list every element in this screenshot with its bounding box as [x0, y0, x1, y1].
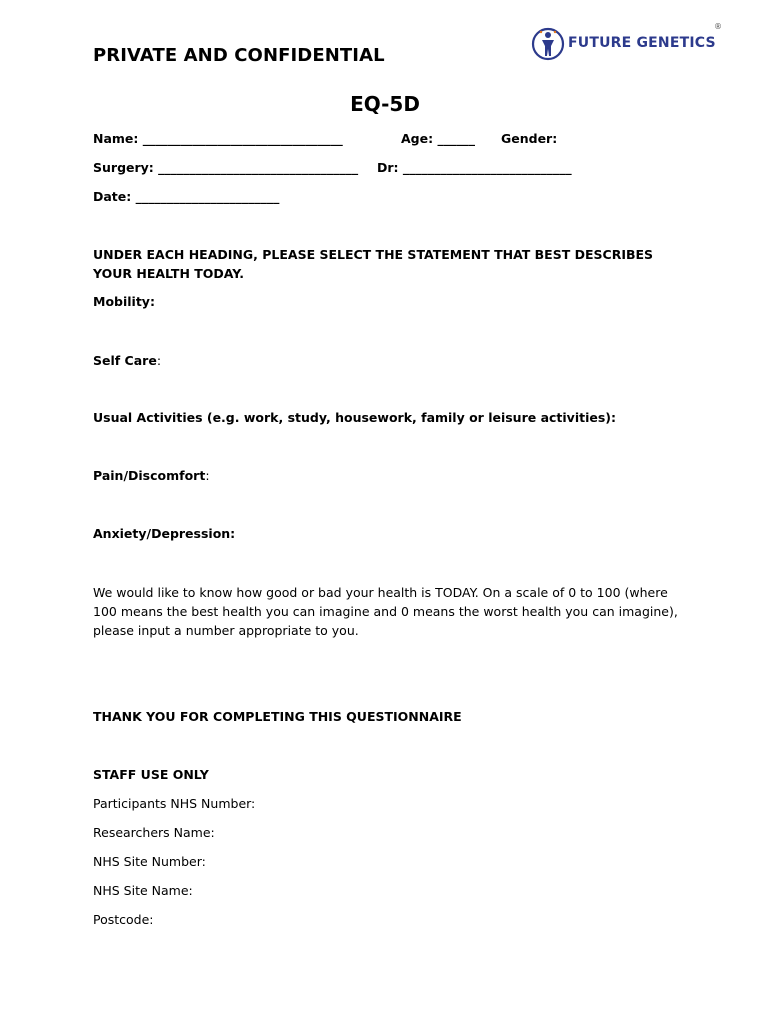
age-field[interactable]: Age: ______: [401, 131, 475, 146]
nhs-site-number-field[interactable]: NHS Site Number:: [93, 854, 206, 869]
health-scale-text: We would like to know how good or bad your health is TODAY. On a scale of 0 to 100 (where 100 means the best health you can imagine and 0 means the worst health you can imagine), please input a number appropriate to you.: [93, 585, 678, 638]
staff-use-heading: STAFF USE ONLY: [93, 767, 209, 782]
nhs-site-name-field[interactable]: NHS Site Name:: [93, 883, 193, 898]
postcode-field[interactable]: Postcode:: [93, 912, 154, 927]
form-title: EQ-5D: [350, 92, 420, 116]
anxiety-depression-heading: Anxiety/Depression:: [93, 526, 236, 541]
usual-activities-heading: Usual Activities (e.g. work, study, housework, family or leisure activities):: [93, 410, 617, 425]
instructions: UNDER EACH HEADING, PLEASE SELECT THE STATEMENT THAT BEST DESCRIBES YOUR HEALTH TODAY.: [93, 247, 654, 281]
pain-discomfort-label: Pain/Discomfort: [93, 468, 206, 483]
gender-field[interactable]: Gender:: [501, 131, 558, 146]
self-care-label: Self Care: [93, 353, 157, 368]
nhs-number-field[interactable]: Participants NHS Number:: [93, 796, 256, 811]
mobility-heading: Mobility:: [93, 294, 155, 309]
doctor-field[interactable]: Dr: ___________________________: [377, 160, 572, 175]
date-field[interactable]: Date: _______________________: [93, 189, 280, 204]
surgery-field[interactable]: Surgery: ________________________________: [93, 160, 359, 175]
self-care-colon: :: [156, 353, 162, 368]
registered-mark: ®: [714, 22, 722, 31]
pain-discomfort-heading: [93, 468, 210, 483]
self-care-heading: [93, 353, 161, 368]
future-genetics-logo: [528, 22, 723, 64]
thank-you-text: THANK YOU FOR COMPLETING THIS QUESTIONNAIRE: [93, 709, 462, 724]
pain-discomfort-colon: :: [205, 468, 210, 483]
confidential-heading: PRIVATE AND CONFIDENTIAL: [93, 45, 385, 66]
researcher-name-field[interactable]: Researchers Name:: [93, 825, 215, 840]
name-field[interactable]: Name: ________________________________: [93, 131, 343, 146]
dna-person-icon: [530, 26, 566, 62]
logo-text: FUTURE GENETICS: [568, 35, 716, 51]
